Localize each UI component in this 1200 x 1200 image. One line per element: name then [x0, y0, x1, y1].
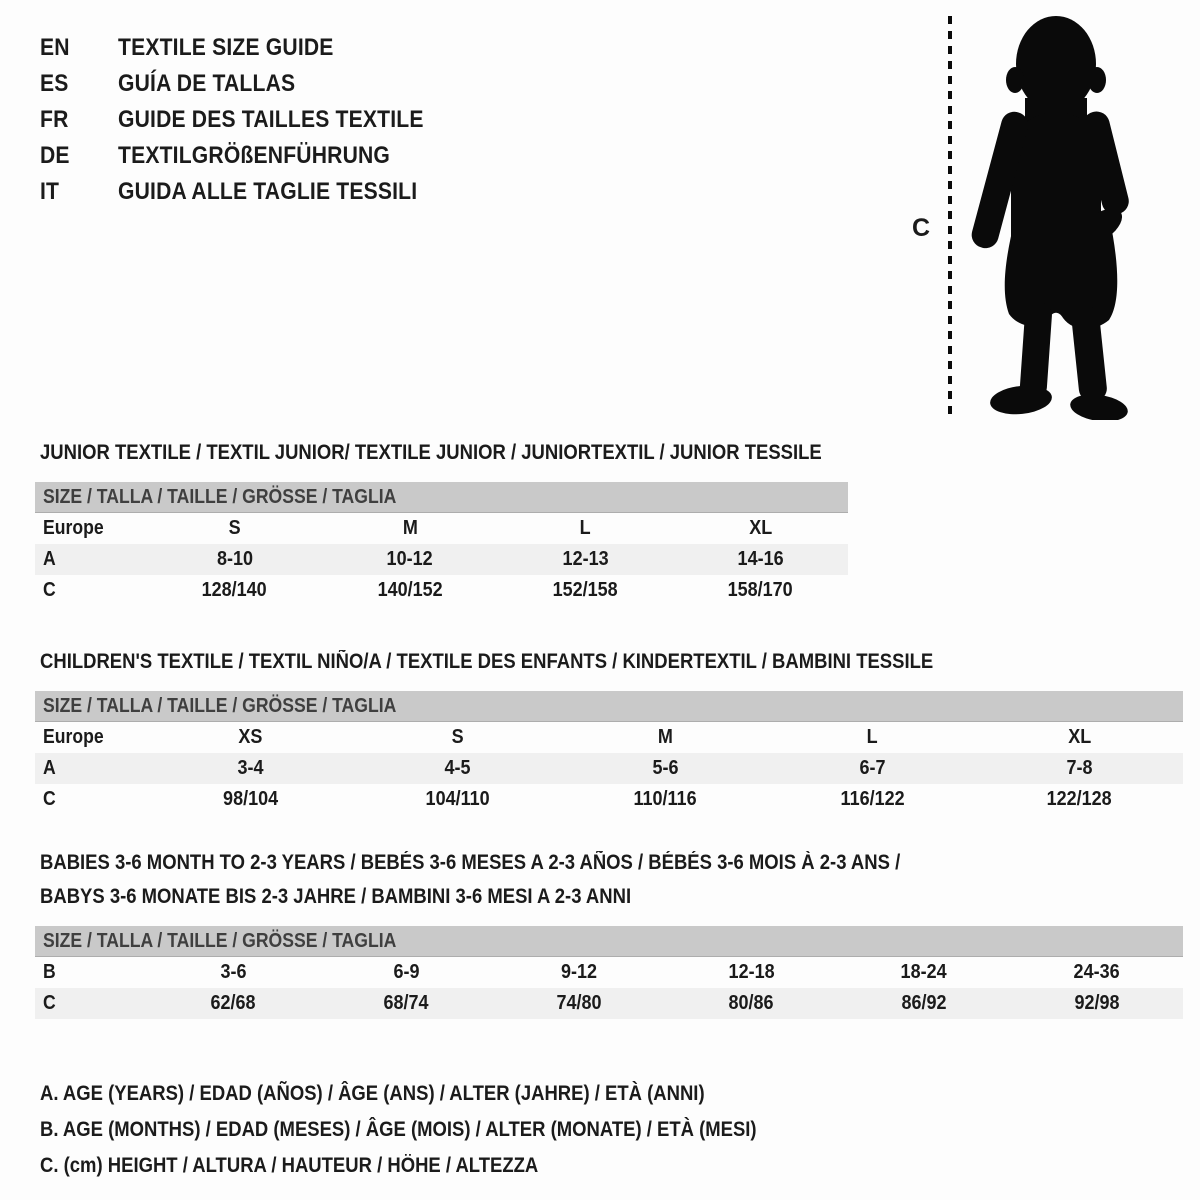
childrens-textile-table [35, 645, 1183, 815]
language-code: DE [40, 142, 70, 169]
table-cell: 3-6 [220, 961, 247, 983]
row-label: A [43, 757, 56, 779]
table-title-line: BABYS 3-6 MONATE BIS 2-3 JAHRE / BAMBINI 3-6 MESI A 2-3 ANNI [40, 885, 632, 908]
table-cell: 68/74 [383, 992, 429, 1014]
table-row-b [35, 957, 1183, 988]
language-title: GUÍA DE TALLAS [118, 70, 296, 97]
table-cell: 80/86 [728, 992, 774, 1014]
table-title [40, 436, 848, 470]
language-code: EN [40, 34, 70, 61]
language-title: GUIDE DES TAILLES TEXTILE [118, 106, 424, 133]
table-cell: L [866, 726, 878, 748]
language-code: FR [40, 106, 69, 133]
height-measure-line [948, 16, 952, 416]
table-cell: 18-24 [900, 961, 948, 983]
table-cell: 92/98 [1074, 992, 1120, 1014]
size-header-bar: SIZE / TALLA / TAILLE / GRÖSSE / TAGLIA [35, 482, 848, 513]
table-cell: 98/104 [223, 788, 279, 810]
table-title [40, 645, 1183, 679]
table-cell: M [657, 726, 673, 748]
language-title-list [40, 30, 465, 210]
language-row-es [40, 66, 465, 102]
table-cell: S [451, 726, 464, 748]
row-label: C [43, 788, 56, 810]
table-row-c [35, 575, 848, 606]
language-code: ES [40, 70, 69, 97]
table-row-c [35, 988, 1183, 1019]
language-row-fr [40, 102, 465, 138]
toddler-silhouette-image [963, 14, 1147, 420]
table-cell: 8-10 [216, 548, 253, 570]
table-cell: 122/128 [1046, 788, 1112, 810]
table-row-c [35, 784, 1183, 815]
row-label: C [43, 579, 56, 601]
row-label: A [43, 548, 56, 570]
table-rows [35, 722, 1183, 815]
table-cell: 128/140 [202, 579, 268, 601]
junior-textile-table [35, 436, 848, 606]
table-cell: 12-13 [562, 548, 609, 570]
table-cell: XL [748, 517, 772, 539]
table-row-europe [35, 722, 1183, 753]
row-label: C [43, 992, 56, 1014]
row-label: Europe [43, 517, 104, 539]
table-row-a [35, 544, 848, 575]
language-title: GUIDA ALLE TAGLIE TESSILI [118, 178, 418, 205]
table-cell: 152/158 [552, 579, 618, 601]
language-title: TEXTILGRÖßENFÜHRUNG [118, 142, 391, 169]
table-cell: 6-7 [859, 757, 886, 779]
table-cell: 3-4 [237, 757, 264, 779]
table-cell: 110/116 [633, 788, 697, 810]
footnote-list [40, 1076, 854, 1184]
table-cell: 158/170 [727, 579, 793, 601]
table-title-line: CHILDREN'S TEXTILE / TEXTIL NIÑO/A / TEXTILE DES ENFANTS / KINDERTEXTIL / BAMBINI TESSILE [40, 650, 934, 673]
footnote-a: A. AGE (YEARS) / EDAD (AÑOS) / ÂGE (ANS) / ALTER (JAHRE) / ETÀ (ANNI) [40, 1082, 705, 1105]
row-label: Europe [43, 726, 104, 748]
table-cell: 12-18 [728, 961, 775, 983]
height-measure-label: C [912, 214, 931, 242]
language-code: IT [40, 178, 60, 205]
table-cell: 5-6 [651, 757, 679, 779]
footnote-b: B. AGE (MONTHS) / EDAD (MESES) / ÂGE (MOIS) / ALTER (MONATE) / ETÀ (MESI) [40, 1118, 757, 1141]
table-cell: 6-9 [392, 961, 420, 983]
row-label: B [43, 961, 56, 983]
language-row-en [40, 30, 465, 66]
table-cell: 7-8 [1066, 757, 1093, 779]
language-row-de [40, 138, 465, 174]
table-cell: 74/80 [556, 992, 602, 1014]
table-cell: L [579, 517, 591, 539]
table-cell: 104/110 [425, 788, 490, 810]
table-row-a [35, 753, 1183, 784]
table-cell: S [228, 517, 241, 539]
table-cell: 116/122 [840, 788, 905, 810]
table-rows [35, 513, 848, 606]
language-row-it [40, 174, 465, 210]
table-cell: 14-16 [737, 548, 784, 570]
table-row-europe [35, 513, 848, 544]
table-cell: XS [238, 726, 263, 748]
table-cell: 62/68 [210, 992, 256, 1014]
table-cell: 86/92 [901, 992, 947, 1014]
table-cell: XL [1067, 726, 1091, 748]
table-title-line: BABIES 3-6 MONTH TO 2-3 YEARS / BEBÉS 3-6 MESES A 2-3 AÑOS / BÉBÉS 3-6 MOIS À 2-3 ANS / [40, 851, 901, 874]
footnote-c: C. (cm) HEIGHT / ALTURA / HAUTEUR / HÖHE / ALTEZZA [40, 1154, 539, 1177]
table-title [40, 846, 1183, 914]
table-cell: 4-5 [444, 757, 471, 779]
table-title-line: JUNIOR TEXTILE / TEXTIL JUNIOR/ TEXTILE JUNIOR / JUNIORTEXTIL / JUNIOR TESSILE [40, 441, 822, 464]
table-cell: 9-12 [560, 961, 597, 983]
size-header-bar: SIZE / TALLA / TAILLE / GRÖSSE / TAGLIA [35, 691, 1183, 722]
table-cell: 10-12 [386, 548, 433, 570]
table-cell: 24-36 [1073, 961, 1120, 983]
babies-textile-table [35, 846, 1183, 1019]
table-rows [35, 957, 1183, 1019]
language-title: TEXTILE SIZE GUIDE [118, 34, 334, 61]
table-cell: 140/152 [377, 579, 443, 601]
table-cell: M [402, 517, 418, 539]
size-header-bar: SIZE / TALLA / TAILLE / GRÖSSE / TAGLIA [35, 926, 1183, 957]
